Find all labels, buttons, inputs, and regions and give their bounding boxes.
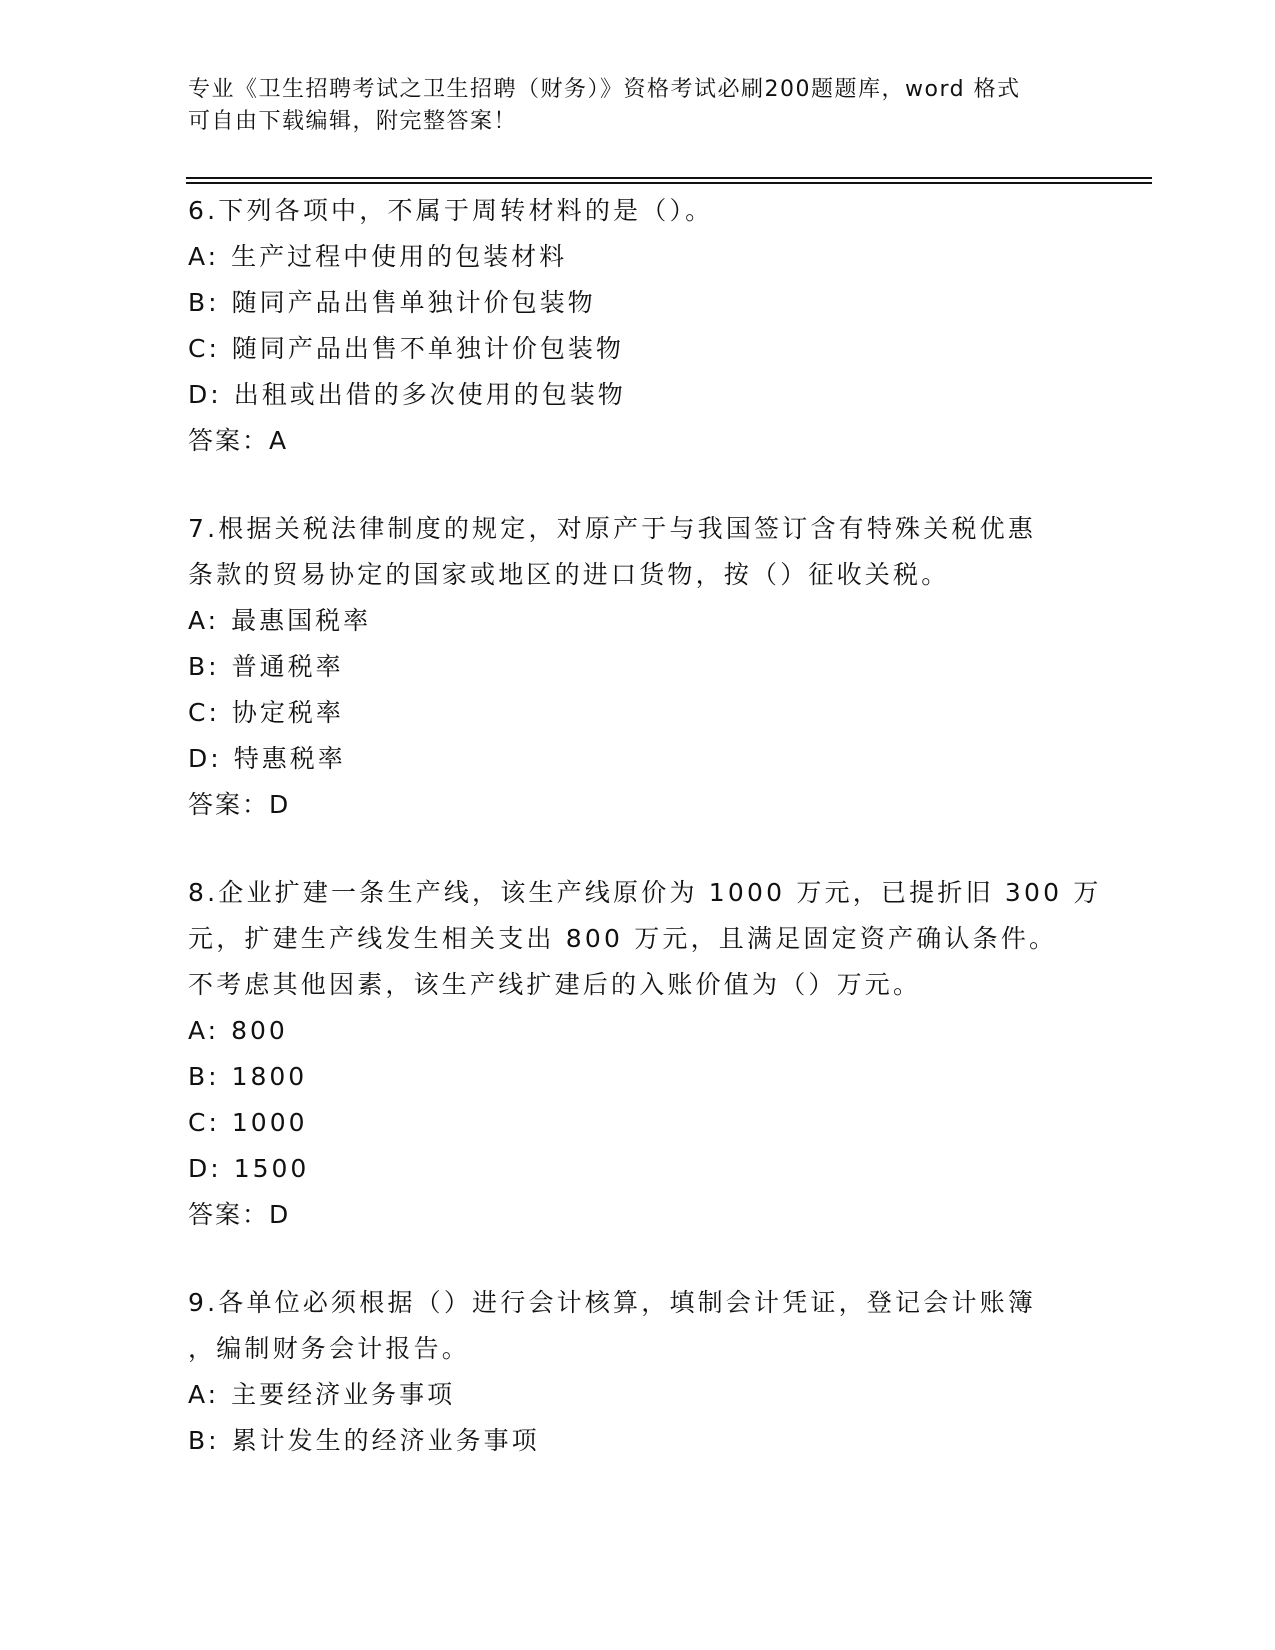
stem-line: 6.下列各项中，不属于周转材料的是（）。	[188, 196, 714, 225]
stem-line: 不考虑其他因素，该生产线扩建后的入账价值为（）万元。	[188, 970, 922, 999]
option-key: A:	[188, 1016, 220, 1045]
question-stem	[188, 506, 1088, 598]
stem-line: 9.各单位必须根据（）进行会计核算，填制会计凭证，登记会计账簿	[188, 1288, 1037, 1317]
question-9	[188, 1280, 1088, 1464]
option-text: 随同产品出售不单独计价包装物	[231, 334, 624, 363]
option-text: 随同产品出售单独计价包装物	[231, 288, 596, 317]
option-text: 1800	[231, 1062, 308, 1091]
question-7	[188, 506, 1088, 828]
option-a	[188, 1008, 1088, 1054]
option-key: D:	[188, 380, 222, 409]
question-8	[188, 870, 1102, 1238]
stem-line: 元，扩建生产线发生相关支出 800 万元，且满足固定资产确认条件。	[188, 924, 1058, 953]
option-text: 主要经济业务事项	[231, 1380, 456, 1409]
option-text: 累计发生的经济业务事项	[231, 1426, 540, 1455]
stem-line: 8.企业扩建一条生产线，该生产线原价为 1000 万元，已提折旧 300 万	[188, 878, 1102, 907]
question-6	[188, 188, 1088, 464]
option-text: 特惠税率	[233, 744, 346, 773]
option-text: 生产过程中使用的包装材料	[231, 242, 568, 271]
stem-line: ，编制财务会计报告。	[188, 1334, 471, 1363]
header-divider-top	[186, 177, 1152, 179]
question-stem	[188, 870, 1102, 1008]
option-d	[188, 736, 1088, 782]
answer-line: 答案：A	[188, 426, 289, 455]
option-key: A:	[188, 242, 220, 271]
option-a	[188, 234, 1088, 280]
option-text: 普通税率	[231, 652, 344, 681]
option-key: D:	[188, 1154, 222, 1183]
option-text: 1500	[233, 1154, 310, 1183]
header-divider-bottom	[186, 182, 1152, 184]
option-key: B:	[188, 652, 220, 681]
stem-line: 条款的贸易协定的国家或地区的进口货物，按（）征收关税。	[188, 560, 950, 589]
option-c	[188, 1100, 1088, 1146]
option-b	[188, 644, 1088, 690]
option-a	[188, 1372, 1088, 1418]
option-text: 协定税率	[231, 698, 344, 727]
option-text: 出租或出借的多次使用的包装物	[233, 380, 626, 409]
header-line: 专业《卫生招聘考试之卫生招聘（财务）》资格考试必刷200题题库，word 格式	[188, 77, 1021, 102]
option-c	[188, 326, 1088, 372]
option-key: B:	[188, 1426, 220, 1455]
question-list	[188, 188, 1102, 1506]
option-b	[188, 1054, 1088, 1100]
option-key: C:	[188, 1108, 220, 1137]
option-d	[188, 1146, 1088, 1192]
option-key: D:	[188, 744, 222, 773]
option-b	[188, 1418, 1088, 1464]
option-key: A:	[188, 606, 220, 635]
option-text: 最惠国税率	[231, 606, 372, 635]
option-key: A:	[188, 1380, 220, 1409]
option-a	[188, 598, 1088, 644]
option-key: C:	[188, 698, 220, 727]
question-stem	[188, 188, 1088, 234]
answer-line: 答案：D	[188, 1200, 291, 1229]
stem-line: 7.根据关税法律制度的规定，对原产于与我国签订含有特殊关税优惠	[188, 514, 1037, 543]
document-header	[188, 74, 1088, 138]
option-key: C:	[188, 334, 220, 363]
option-c	[188, 690, 1088, 736]
option-b	[188, 280, 1088, 326]
option-d	[188, 372, 1088, 418]
answer-line: 答案：D	[188, 790, 291, 819]
header-line: 可自由下载编辑，附完整答案！	[188, 109, 518, 134]
option-text: 1000	[231, 1108, 308, 1137]
option-key: B:	[188, 1062, 220, 1091]
question-stem	[188, 1280, 1088, 1372]
option-text: 800	[231, 1016, 288, 1045]
option-key: B:	[188, 288, 220, 317]
